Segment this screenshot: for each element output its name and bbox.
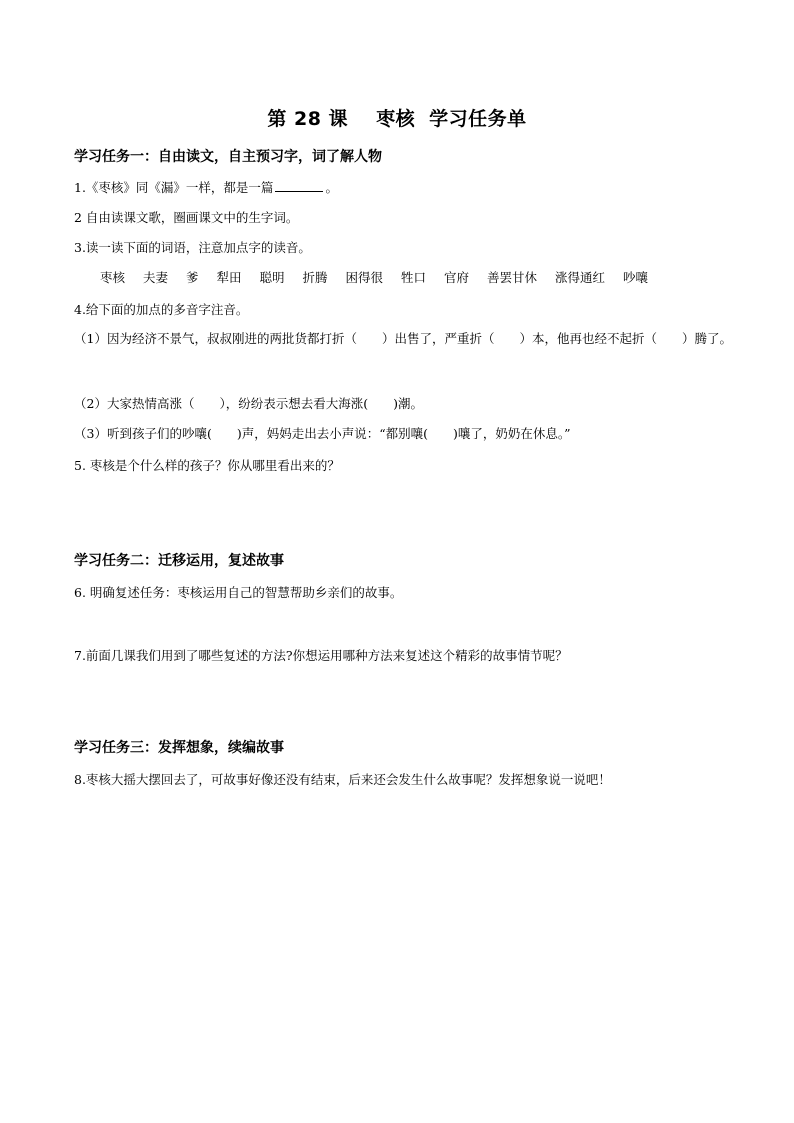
- vocabulary-list: [100, 268, 662, 286]
- question-6: 6. 明确复述任务：枣核运用自己的智慧帮助乡亲们的故事。: [74, 585, 403, 600]
- vocab-word: 牲口: [401, 270, 427, 285]
- lesson-name: 枣核: [376, 108, 416, 130]
- vocab-word: 吵嚷: [623, 270, 649, 285]
- question-4-1: （1）因为经济不景气，叔叔刚进的两批货都打折（ ）出售了，严重折（ ）本，他再也经不起折（ ）腾了。: [74, 331, 732, 346]
- question-4-2: （2）大家热情高涨（ ），纷纷表示想去看大海涨( )潮。: [74, 396, 423, 411]
- vocab-word: 聪明: [259, 270, 285, 285]
- task1-heading: 学习任务一：自由读文，自主预习字，词了解人物: [74, 149, 382, 165]
- vocab-word: 困得很: [345, 270, 384, 285]
- vocab-word: 善罢甘休: [487, 270, 538, 285]
- question-5: 5. 枣核是个什么样的孩子？你从哪里看出来的？: [74, 458, 340, 473]
- vocab-word: 犁田: [216, 270, 242, 285]
- question-7: 7.前面几课我们用到了哪些复述的方法?你想运用哪种方法来复述这个精彩的故事情节呢？: [74, 648, 568, 663]
- question-4: 4.给下面的加点的多音字注音。: [74, 302, 249, 317]
- vocab-word: 折腾: [302, 270, 328, 285]
- vocab-word: 官府: [444, 270, 470, 285]
- question-2: 2 自由读课文歌，圈画课文中的生字词。: [74, 210, 299, 225]
- question-3: 3.读一读下面的词语，注意加点字的读音。: [74, 240, 311, 255]
- question-1: 1.《枣核》同《漏》一样，都是一篇 。: [74, 180, 338, 195]
- page-title: [0, 104, 794, 131]
- vocab-word: 涨得通红: [555, 270, 606, 285]
- sheet-label: 学习任务单: [429, 108, 527, 130]
- vocab-word: 枣核: [100, 270, 126, 285]
- task3-heading: 学习任务三：发挥想象，续编故事: [74, 740, 284, 756]
- task2-heading: 学习任务二：迁移运用，复述故事: [74, 553, 284, 569]
- vocab-word: 爹: [186, 270, 199, 285]
- lesson-number: 第 28 课: [267, 108, 349, 130]
- question-8: 8.枣核大摇大摆回去了，可故事好像还没有结束，后来还会发生什么故事呢？发挥想象说一说吧！: [74, 772, 611, 787]
- question-4-3: （3）听到孩子们的吵嚷( )声，妈妈走出去小声说：“都别嚷( )嚷了，奶奶在休息。”: [74, 426, 571, 441]
- answer-blank: [275, 179, 323, 192]
- vocab-word: 夫妻: [143, 270, 169, 285]
